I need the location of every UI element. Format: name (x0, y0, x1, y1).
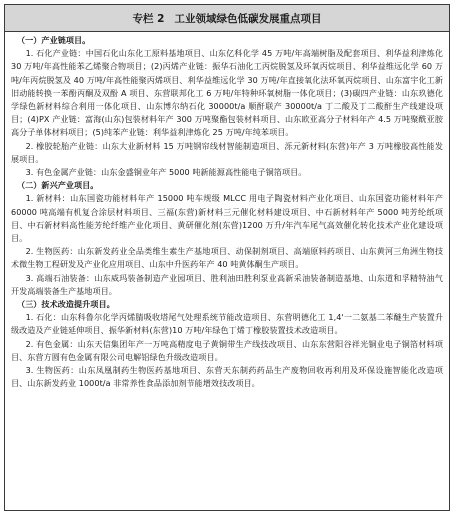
panel-label: 专栏 2 (132, 12, 165, 25)
feature-panel (4, 4, 450, 511)
project-paragraph: 1. 石化产业链：中国石化山东化工原料基地项目、山东亿科化学 45 万吨/年高端树脂及配套项目、利华益利津炼化 30 万吨/年高性能苯乙烯聚合物项目；(2)丙烯产业链：振华石油化工丙烷脱氢及环氧丙烷项目、利华益维远化学 60 万吨/年丙烷脱氢及 40 万吨/年高性能聚丙烯项目、利华益维远化学 30 万吨/年直接氧化法环氧丙烷项目、山东富宇化工新旧动能转换一苯酚丙酮及双酚 A 项目、东营联邦化工 6 万吨/年特种环氧树脂一体化项目；(3)碳四产业链：山东玖德化学绿色新材料综合利用一体化项目、山东博尔纳石化 30000t/a 顺酐联产 30000t/a 丁二酸及丁二酸酐生产线建设项目；(4)PX 产业链：富海(山东)包装材料年产 300 万吨聚酯包装材料项目、山东欧亚高分子材料年产 4.5 万吨聚酰亚胺高分子单体材料项目；(5)纯苯产业链：利华益利津炼化 25 万吨/年纯苯项目。 (11, 48, 443, 138)
project-paragraph: 2. 有色金属：山东天信集团年产一万吨高精度电子黄铜带生产线技改项目、山东东营阳谷祥光铜业电子铜箔材料项目、东营方圆有色金属有限公司电解铝绿色升级改造项目。 (11, 338, 443, 362)
project-paragraph: 2. 生物医药：山东新发药业全品类维生素生产基地项目、动保制剂项目、高端原料药项目、山东黄河三角洲生物技术微生物工程研发及产业化应用项目、山东中升医药年产 40 吨黄体酮生产项目。 (11, 246, 443, 270)
panel-title-text: 工业领域绿色低碳发展重点项目 (174, 12, 322, 25)
panel-title (5, 5, 449, 32)
project-paragraph: 3. 生物医药：山东凤凰制药生物医药基地项目、东营天东制药药品生产废物回收再利用及环保设施智能化改造项目、山东新发药业 1000t/a 非常养性食品添加剂节能增效技改项目。 (11, 365, 443, 389)
section-heading: （二）新兴产业项目。 (17, 180, 99, 191)
project-paragraph: 3. 高端石油装备：山东威玛装备制造产业园项目、胜利油田胜利泵业高新采油装备制造基地、山东道和孚精特油气开发高端装备生产基地项目。 (11, 272, 443, 296)
project-paragraph: 2. 橡胶轮胎产业链：山东大业新材料 15 万吨钢帘线材智能制造项目、泺元新材料(东营)年产 3 万吨橡胶高性能发展项目。 (11, 140, 443, 164)
section-heading: （三）技术改造提升项目。 (17, 299, 115, 310)
section-heading: （一）产业链项目。 (17, 35, 91, 45)
project-paragraph: 1. 新材料：山东国瓷功能材料年产 15000 吨车规级 MLCC 用电子陶瓷材料产业化项目、山东国瓷功能材料年产 60000 吨高端有机复合涂层材料项目、三福(东营)新材料三元催化材料建设项目、中石新材料年产 5000 吨芳纶纸项目、中石新材料高性能芳纶纤维产业化项目、黄研催化剂(东营)1200 万升/年汽车尾气高效催化转化技术产业化建设项目。 (11, 193, 443, 244)
project-paragraph: 3. 有色金属产业链：山东金盛铜业年产 5000 吨新能源高性能电子铜箔项目。 (25, 167, 307, 178)
project-paragraph: 1. 石化：山东科鲁尔化学丙烯腈吸收塔尾气处理系统节能改造项目、东营明德化工 1,4'一二氨基二苯醚生产装置升级改造及产业链延伸项目、振华新材料(东营)10 万吨/年绿色丁烯丁橡胶装置技术改造项目。 (11, 312, 443, 336)
panel-content (5, 32, 449, 390)
